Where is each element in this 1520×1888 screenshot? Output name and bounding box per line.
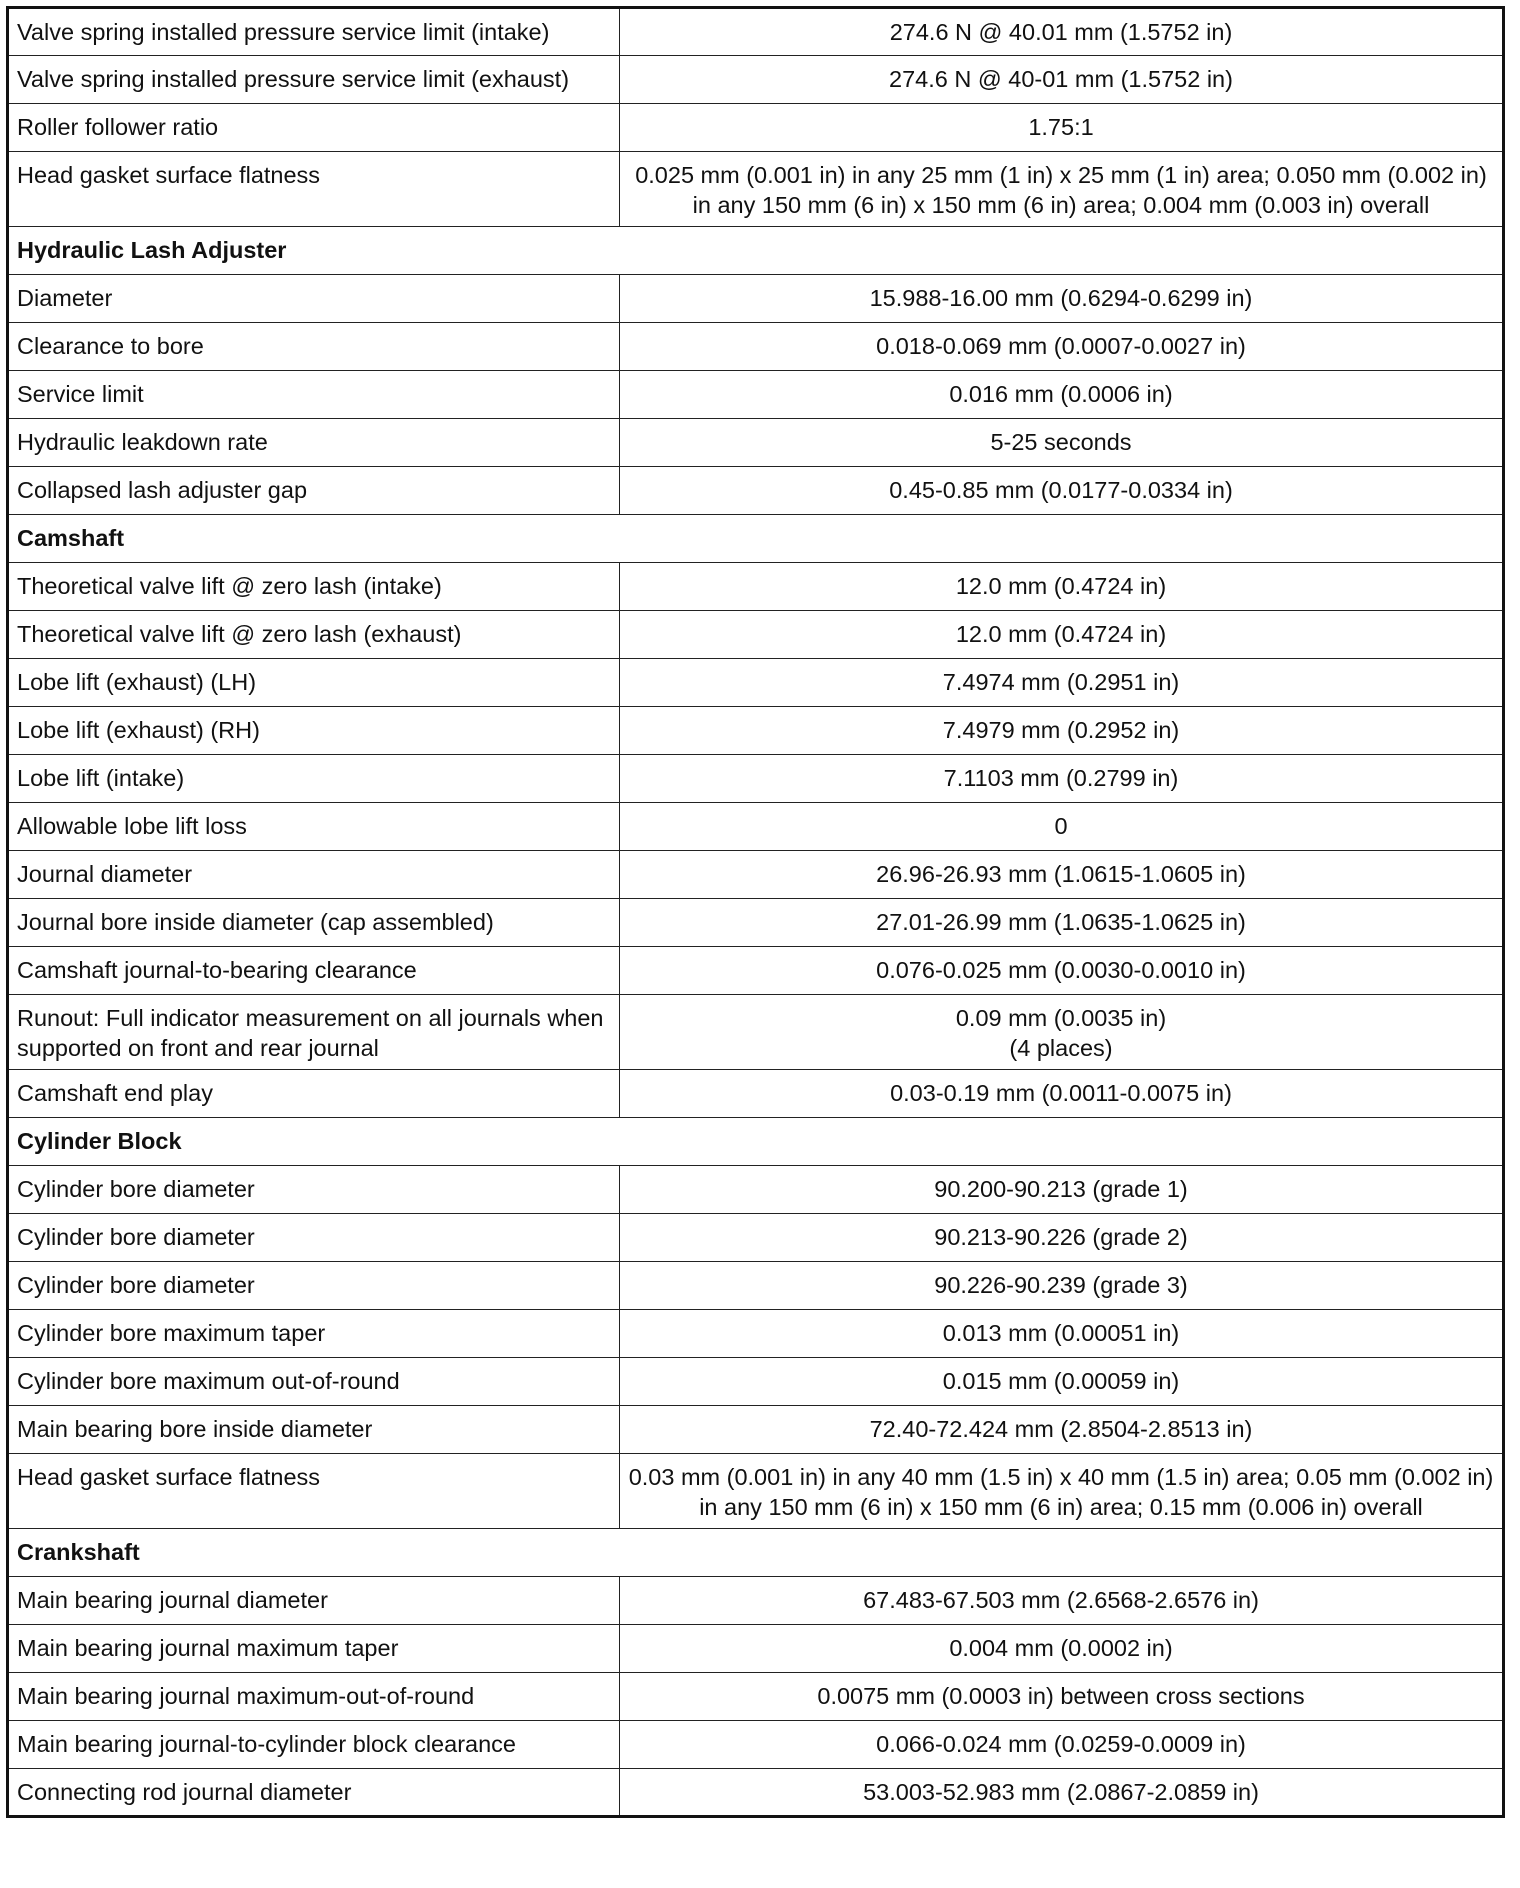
spec-row [8, 899, 1504, 947]
spec-value: 7.1103 mm (0.2799 in) [620, 755, 1504, 803]
spec-label: Main bearing journal-to-cylinder block clearance [8, 1721, 620, 1769]
spec-value: 5-25 seconds [620, 419, 1504, 467]
spec-row [8, 467, 1504, 515]
spec-label: Diameter [8, 275, 620, 323]
section-title: Crankshaft [8, 1529, 1504, 1577]
spec-value: 15.988-16.00 mm (0.6294-0.6299 in) [620, 275, 1504, 323]
spec-value: 72.40-72.424 mm (2.8504-2.8513 in) [620, 1406, 1504, 1454]
spec-row [8, 371, 1504, 419]
spec-label: Valve spring installed pressure service limit (exhaust) [8, 56, 620, 104]
spec-value: 0.0075 mm (0.0003 in) between cross sections [620, 1673, 1504, 1721]
spec-label: Clearance to bore [8, 323, 620, 371]
spec-row [8, 803, 1504, 851]
spec-label: Service limit [8, 371, 620, 419]
spec-value: 0.016 mm (0.0006 in) [620, 371, 1504, 419]
spec-value: 1.75:1 [620, 104, 1504, 152]
section-title: Cylinder Block [8, 1118, 1504, 1166]
section-title: Camshaft [8, 515, 1504, 563]
spec-row [8, 1214, 1504, 1262]
spec-label: Journal diameter [8, 851, 620, 899]
spec-label: Lobe lift (exhaust) (LH) [8, 659, 620, 707]
section-header-row [8, 227, 1504, 275]
spec-row [8, 611, 1504, 659]
spec-label: Head gasket surface flatness [8, 1454, 620, 1529]
spec-value: 27.01-26.99 mm (1.0635-1.0625 in) [620, 899, 1504, 947]
spec-label: Hydraulic leakdown rate [8, 419, 620, 467]
spec-label: Journal bore inside diameter (cap assembled) [8, 899, 620, 947]
spec-value: 7.4974 mm (0.2951 in) [620, 659, 1504, 707]
spec-label: Allowable lobe lift loss [8, 803, 620, 851]
spec-value: 0.076-0.025 mm (0.0030-0.0010 in) [620, 947, 1504, 995]
spec-value: 12.0 mm (0.4724 in) [620, 563, 1504, 611]
spec-row [8, 1166, 1504, 1214]
spec-label: Collapsed lash adjuster gap [8, 467, 620, 515]
spec-value: 0.066-0.024 mm (0.0259-0.0009 in) [620, 1721, 1504, 1769]
spec-label: Cylinder bore diameter [8, 1166, 620, 1214]
spec-row [8, 323, 1504, 371]
spec-value: 274.6 N @ 40-01 mm (1.5752 in) [620, 56, 1504, 104]
spec-label: Camshaft journal-to-bearing clearance [8, 947, 620, 995]
spec-label: Main bearing bore inside diameter [8, 1406, 620, 1454]
section-title: Hydraulic Lash Adjuster [8, 227, 1504, 275]
spec-row [8, 56, 1504, 104]
spec-label: Lobe lift (exhaust) (RH) [8, 707, 620, 755]
spec-label: Cylinder bore diameter [8, 1214, 620, 1262]
spec-value: 0.45-0.85 mm (0.0177-0.0334 in) [620, 467, 1504, 515]
spec-label: Cylinder bore maximum out-of-round [8, 1358, 620, 1406]
spec-value: 53.003-52.983 mm (2.0867-2.0859 in) [620, 1769, 1504, 1817]
spec-label: Main bearing journal maximum taper [8, 1625, 620, 1673]
spec-row [8, 1358, 1504, 1406]
spec-row [8, 8, 1504, 56]
spec-value: 90.226-90.239 (grade 3) [620, 1262, 1504, 1310]
spec-row [8, 851, 1504, 899]
spec-value: 67.483-67.503 mm (2.6568-2.6576 in) [620, 1577, 1504, 1625]
spec-label: Head gasket surface flatness [8, 152, 620, 227]
spec-row [8, 419, 1504, 467]
spec-value: 0.018-0.069 mm (0.0007-0.0027 in) [620, 323, 1504, 371]
spec-row [8, 1406, 1504, 1454]
spec-label: Runout: Full indicator measurement on all journals when supported on front and rear journal [8, 995, 620, 1070]
spec-value: 90.200-90.213 (grade 1) [620, 1166, 1504, 1214]
spec-row [8, 659, 1504, 707]
spec-value: 0.025 mm (0.001 in) in any 25 mm (1 in) x 25 mm (1 in) area; 0.050 mm (0.002 in) in any 150 mm (6 in) x 150 mm (6 in) area; 0.004 mm (0.003 in) overall [620, 152, 1504, 227]
spec-label: Valve spring installed pressure service limit (intake) [8, 8, 620, 56]
spec-value: 0.013 mm (0.00051 in) [620, 1310, 1504, 1358]
section-header-row [8, 1118, 1504, 1166]
section-header-row [8, 515, 1504, 563]
spec-value: 0.015 mm (0.00059 in) [620, 1358, 1504, 1406]
spec-row [8, 995, 1504, 1070]
specifications-table [6, 6, 1505, 1818]
spec-row [8, 1454, 1504, 1529]
spec-row [8, 563, 1504, 611]
spec-value: 0.03 mm (0.001 in) in any 40 mm (1.5 in) x 40 mm (1.5 in) area; 0.05 mm (0.002 in) in any 150 mm (6 in) x 150 mm (6 in) area; 0.15 mm (0.006 in) overall [620, 1454, 1504, 1529]
spec-label: Theoretical valve lift @ zero lash (exhaust) [8, 611, 620, 659]
spec-value: 12.0 mm (0.4724 in) [620, 611, 1504, 659]
spec-row [8, 152, 1504, 227]
spec-row [8, 275, 1504, 323]
spec-value: 26.96-26.93 mm (1.0615-1.0605 in) [620, 851, 1504, 899]
spec-row [8, 1721, 1504, 1769]
specifications-table-body [8, 8, 1504, 1817]
spec-row [8, 104, 1504, 152]
spec-value: 90.213-90.226 (grade 2) [620, 1214, 1504, 1262]
spec-label: Main bearing journal diameter [8, 1577, 620, 1625]
spec-row [8, 707, 1504, 755]
spec-label: Roller follower ratio [8, 104, 620, 152]
spec-value: 0 [620, 803, 1504, 851]
spec-value: 0.03-0.19 mm (0.0011-0.0075 in) [620, 1070, 1504, 1118]
spec-row [8, 947, 1504, 995]
spec-value: 274.6 N @ 40.01 mm (1.5752 in) [620, 8, 1504, 56]
spec-row [8, 1262, 1504, 1310]
spec-row [8, 1310, 1504, 1358]
spec-value: 0.004 mm (0.0002 in) [620, 1625, 1504, 1673]
spec-label: Theoretical valve lift @ zero lash (intake) [8, 563, 620, 611]
spec-row [8, 1769, 1504, 1817]
section-header-row [8, 1529, 1504, 1577]
spec-label: Lobe lift (intake) [8, 755, 620, 803]
spec-row [8, 1577, 1504, 1625]
spec-value: 0.09 mm (0.0035 in) (4 places) [620, 995, 1504, 1070]
spec-label: Connecting rod journal diameter [8, 1769, 620, 1817]
spec-row [8, 1070, 1504, 1118]
spec-label: Cylinder bore maximum taper [8, 1310, 620, 1358]
spec-label: Cylinder bore diameter [8, 1262, 620, 1310]
spec-label: Main bearing journal maximum-out-of-round [8, 1673, 620, 1721]
spec-value: 7.4979 mm (0.2952 in) [620, 707, 1504, 755]
spec-label: Camshaft end play [8, 1070, 620, 1118]
spec-row [8, 1673, 1504, 1721]
spec-row [8, 755, 1504, 803]
spec-row [8, 1625, 1504, 1673]
